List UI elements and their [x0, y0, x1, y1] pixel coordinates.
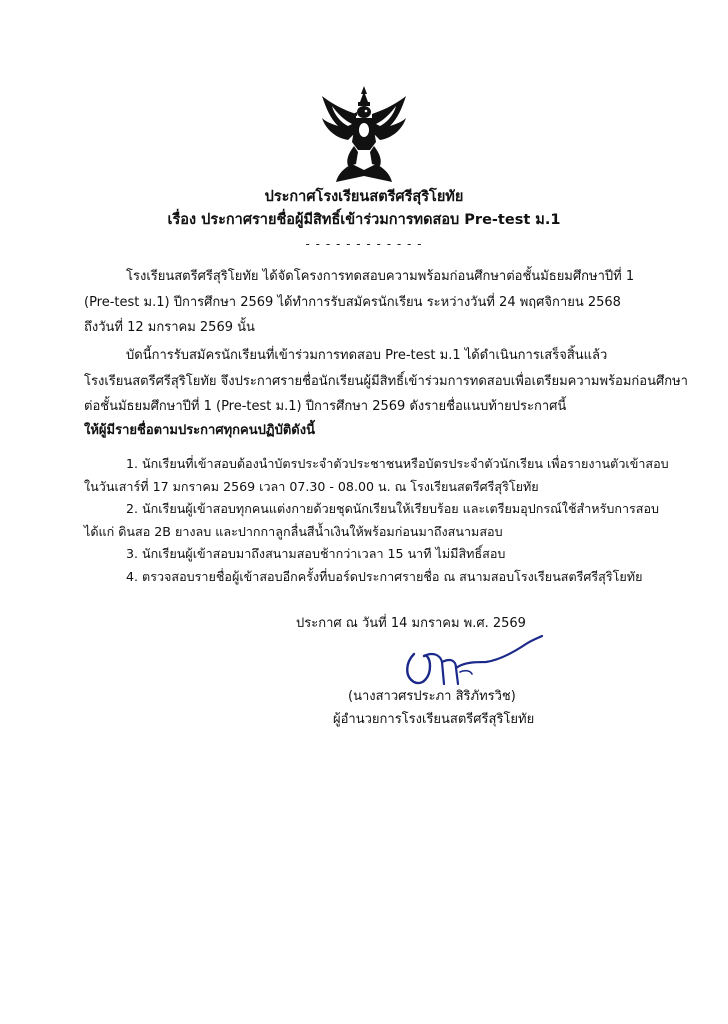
rule-line: 4. ตรวจสอบรายชื่อผู้เข้าสอบอีกครั้งที่บอร์ดประกาศรายชื่อ ณ สนามสอบโรงเรียนสตรีศรีสุริโยทัย: [126, 568, 643, 584]
rule-line: 2. นักเรียนผู้เข้าสอบทุกคนแต่งกายด้วยชุดนักเรียนให้เรียบร้อย และเตรียมอุปกรณ์ใช้สำหรับการสอบ: [126, 501, 660, 516]
list-item: [84, 566, 658, 589]
paragraph-line: บัดนี้การรับสมัครนักเรียนที่เข้าร่วมการทดสอบ Pre-test ม.1 ได้ดำเนินการเสร็จสิ้นแล้ว: [126, 348, 608, 363]
signer-position: ผู้อำนวยการโรงเรียนสตรีศรีสุริโยทัย: [333, 712, 535, 727]
announcement-title: ประกาศโรงเรียนสตรีศรีสุริโยทัย: [264, 189, 464, 205]
list-item: [84, 498, 658, 543]
rule-line: 3. นักเรียนผู้เข้าสอบมาถึงสนามสอบช้ากว่าเวลา 15 นาที ไม่มีสิทธิ์สอบ: [126, 546, 506, 561]
list-item: [84, 543, 658, 566]
signature-icon: [400, 632, 546, 694]
paragraph-line: ต่อชั้นมัธยมศึกษาปีที่ 1 (Pre-test ม.1) ปีการศึกษา 2569 ดังรายชื่อแนบท้ายประกาศนี้: [84, 399, 567, 414]
announcement-date: ประกาศ ณ วันที่ 14 มกราคม พ.ศ. 2569: [296, 616, 526, 631]
paragraph-line: โรงเรียนสตรีศรีสุริโยทัย จึงประกาศรายชื่อนักเรียนผู้มีสิทธิ์เข้าร่วมการทดสอบเพื่อเตรียมความพร้อมก่อนศึกษา: [84, 373, 688, 389]
paragraph-line: (Pre-test ม.1) ปีการศึกษา 2569 ได้ทำการรับสมัครนักเรียน ระหว่างวันที่ 24 พฤศจิกายน 2568: [84, 294, 621, 310]
garuda-emblem-icon: [318, 84, 410, 184]
result-paragraph: [84, 343, 688, 420]
instructions-list: [84, 453, 669, 588]
announcement-subject: เรื่อง ประกาศรายชื่อผู้มีสิทธิ์เข้าร่วมการทดสอบ Pre-test ม.1: [167, 212, 561, 228]
intro-paragraph: [84, 264, 658, 341]
rule-line: 1. นักเรียนที่เข้าสอบต้องนำบัตรประจำตัวประชาชนหรือบัตรประจำตัวนักเรียน เพื่อรายงานตัวเข้าสอบ: [126, 456, 669, 471]
divider: - - - - - - - - - - - -: [305, 237, 423, 251]
instructions-heading: ให้ผู้มีรายชื่อตามประกาศทุกคนปฏิบัติดังนี้: [84, 423, 315, 438]
paragraph-line: โรงเรียนสตรีศรีสุริโยทัย ได้จัดโครงการทดสอบความพร้อมก่อนศึกษาต่อชั้นมัธยมศึกษาปีที่ 1: [126, 269, 635, 284]
paragraph-line: ถึงวันที่ 12 มกราคม 2569 นั้น: [84, 320, 255, 335]
signer-name: (นางสาวศรประภา สิริภัทรวิช): [348, 689, 516, 704]
rule-line: ในวันเสาร์ที่ 17 มกราคม 2569 เวลา 07.30 - 08.00 น. ณ โรงเรียนสตรีศรีสุริโยทัย: [84, 478, 539, 494]
list-item: [84, 453, 669, 498]
rule-line: ได้แก่ ดินสอ 2B ยางลบ และปากกาลูกลื่นสีน้ำเงินให้พร้อมก่อนมาถึงสนามสอบ: [84, 523, 503, 539]
